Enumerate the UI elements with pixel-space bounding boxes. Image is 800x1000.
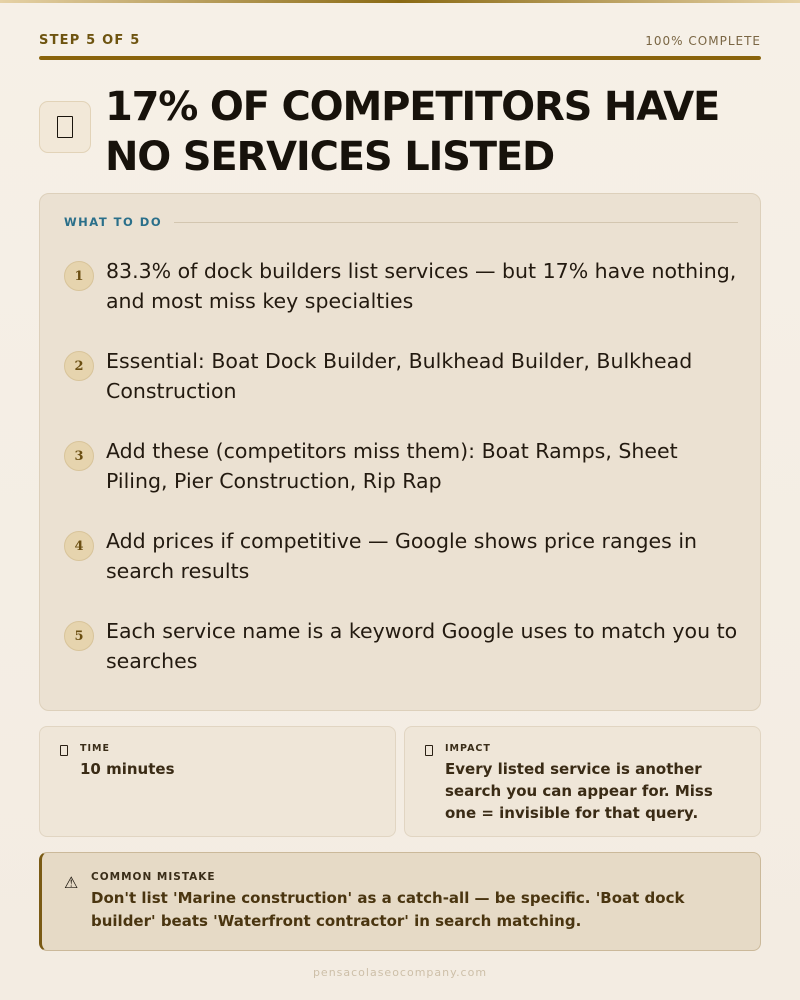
step-text: Add prices if competitive — Google shows price ranges in search results xyxy=(106,529,698,583)
chart-icon xyxy=(425,745,433,756)
step-text: 83.3% of dock builders list services — but 17% have nothing, and most miss key specialties xyxy=(106,259,737,313)
what-to-do-heading: WHAT TO DO xyxy=(64,215,163,229)
time-card xyxy=(39,726,396,837)
what-to-do-header xyxy=(64,215,738,229)
step-number-badge: 2 xyxy=(64,351,94,381)
impact-label: IMPACT xyxy=(445,743,491,754)
step-text: Add these (competitors miss them): Boat Ramps, Sheet Piling, Pier Construction, Rip Rap xyxy=(106,439,678,493)
time-value: 10 minutes xyxy=(80,760,175,778)
step-item xyxy=(64,256,744,346)
clock-icon xyxy=(60,745,68,756)
progress-fill xyxy=(39,56,761,60)
what-to-do-card xyxy=(39,193,761,711)
step-number-badge: 4 xyxy=(64,531,94,561)
common-mistake-card xyxy=(39,852,761,951)
step-number-badge: 5 xyxy=(64,621,94,651)
footer-domain: pensacolaseocompany.com xyxy=(312,966,488,979)
completion-label: 100% COMPLETE xyxy=(645,33,761,48)
page-title: 17% OF COMPETITORS HAVE NO SERVICES LISTED xyxy=(105,84,720,180)
divider xyxy=(174,222,738,223)
common-mistake-label: COMMON MISTAKE xyxy=(91,871,216,883)
time-label: TIME xyxy=(80,743,110,754)
steps-list xyxy=(64,256,744,706)
impact-card xyxy=(404,726,761,837)
step-text: Essential: Boat Dock Builder, Bulkhead Builder, Bulkhead Construction xyxy=(106,349,693,403)
step-item xyxy=(64,616,744,706)
step-item xyxy=(64,526,744,616)
step-item xyxy=(64,436,744,526)
common-mistake-text: Don't list 'Marine construction' as a catch-all — be specific. 'Boat dock builder' beats 'Waterfront contractor' in search matching. xyxy=(91,889,685,930)
step-label: STEP 5 OF 5 xyxy=(39,33,141,48)
progress-header xyxy=(39,33,761,48)
step-number-badge: 3 xyxy=(64,441,94,471)
progress-bar xyxy=(39,56,761,60)
step-item xyxy=(64,346,744,436)
step-number-badge: 1 xyxy=(64,261,94,291)
warning-icon: ⚠ xyxy=(64,873,79,892)
step-text: Each service name is a keyword Google uses to match you to searches xyxy=(106,619,738,673)
top-accent-line xyxy=(0,0,800,3)
impact-value: Every listed service is another search you can appear for. Miss one = invisible for that query. xyxy=(445,760,713,822)
document-icon xyxy=(39,101,91,153)
